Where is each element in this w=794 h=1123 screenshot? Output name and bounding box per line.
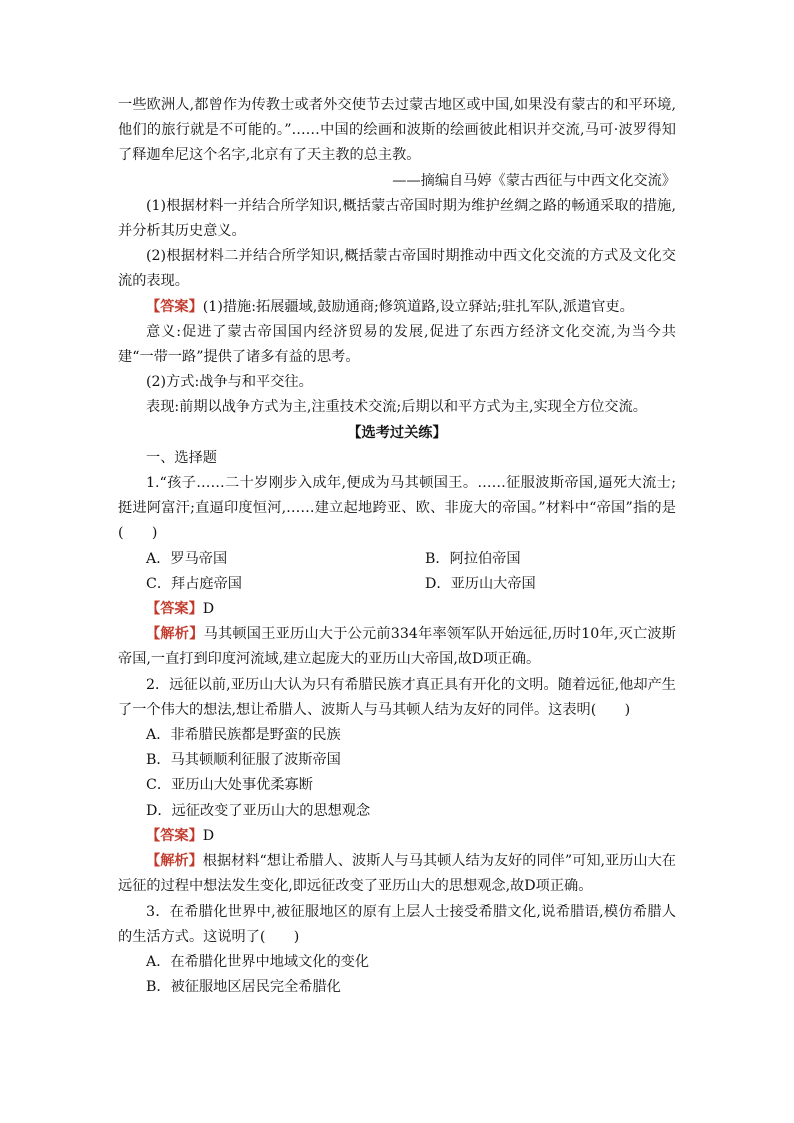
option-d: D．远征改变了亚历山大的思想观念 (146, 802, 371, 819)
subsection-title: 一、选择题 (146, 449, 217, 466)
answer-label: 【答案】 (146, 298, 203, 315)
question-2: (2)根据材料二并结合所学知识,概括蒙古帝国时期推动中西文化交流的方式及文化交流的表现。 (118, 248, 676, 290)
analysis-text: 马其顿国王亚历山大于公元前334年率领军队开始远征,历时10年,灭亡波斯帝国,一直打到印度河流域,建立起庞大的亚历山大帝国,故D项正确。 (118, 626, 676, 668)
mc-question-1-stem: 1.“孩子……二十岁刚步入成年,便成为马其顿国王。……征服波斯帝国,逼死大流士;挺进阿富汗;直逼印度恒河,……建立起地跨亚、欧、非庞大的帝国。”材料中“帝国”指的是( ) (118, 475, 676, 542)
option-a: A．在希腊化世界中地域文化的变化 (146, 953, 370, 970)
answer-value: D (202, 827, 215, 844)
section-title: 【选考过关练】 (347, 424, 447, 441)
material-text: 一些欧洲人,都曾作为传教士或者外交使节去过蒙古地区或中国,如果没有蒙古的和平环境,他们的旅行就是不可能的。”……中国的绘画和波斯的绘画彼此相识并交流,马可·波罗得知了释迦牟尼这个名字,北京有了天主教的总主教。 (118, 97, 676, 164)
analysis-text: 根据材料“想让希腊人、波斯人与马其顿人结为友好的同伴”可知,亚历山大在远征的过程中想法发生变化,即远征改变了亚历山大的思想观念,故D项正确。 (118, 853, 676, 895)
question-1: (1)根据材料一并结合所学知识,概括蒙古帝国时期为维护丝绸之路的畅通采取的措施,并分析其历史意义。 (118, 197, 676, 240)
mc-question-3-stem: 3．在希腊化世界中,被征服地区的原有上层人士接受希腊文化,说希腊语,模仿希腊人的生活方式。这说明了( ) (118, 903, 676, 945)
answer-line-1 (118, 295, 676, 320)
answer-value: D (202, 601, 215, 618)
answer-methods: (2)方式:战争与和平交往。 (146, 374, 313, 391)
answer-meaning: 意义:促进了蒙古帝国国内经济贸易的发展,促进了东西方经济文化交流,为当今共建“一带一路”提供了诸多有益的思考。 (118, 323, 676, 366)
option-a: A．罗马帝国 (146, 550, 228, 567)
mc-question-2-stem: 2．远征以前,亚历山大认为只有希腊民族才真正具有开化的文明。随着远征,他却产生了一个伟大的想法,想让希腊人、波斯人与马其顿人结为友好的同伴。这表明( ) (118, 676, 676, 718)
option-b: B．被征服地区居民完全希腊化 (146, 979, 341, 996)
material-source: ——摘编自马婷《蒙古西征与中西文化交流》 (392, 172, 676, 189)
mc-question-2-answer (118, 824, 676, 849)
page-content (118, 93, 676, 1000)
answer-label: 【答案】 (146, 601, 203, 618)
answer-label: 【答案】 (146, 827, 203, 844)
option-c: C．拜占庭帝国 (146, 575, 242, 592)
mc-question-2-analysis (118, 849, 676, 899)
answer-expression: 表现:前期以战争方式为主,注重技术交流;后期以和平方式为主,实现全方位交流。 (146, 399, 647, 416)
mc-question-1-options-row-2 (118, 572, 676, 597)
answer-measures: (1)措施:拓展疆域,鼓励通商;修筑道路,设立驿站;驻扎军队,派遣官吏。 (202, 298, 634, 315)
analysis-label: 【解析】 (146, 626, 204, 643)
option-d: D．亚历山大帝国 (425, 575, 536, 592)
mc-question-1-options-row-1 (118, 547, 676, 572)
option-a: A．非希腊民族都是野蛮的民族 (146, 727, 341, 744)
mc-question-1-answer (118, 597, 676, 622)
analysis-label: 【解析】 (146, 853, 203, 870)
option-b: B．阿拉伯帝国 (425, 550, 521, 567)
option-c: C．亚历山大处事优柔寡断 (146, 777, 313, 794)
option-b: B．马其顿顺利征服了波斯帝国 (146, 752, 341, 769)
mc-question-1-analysis (118, 622, 676, 672)
